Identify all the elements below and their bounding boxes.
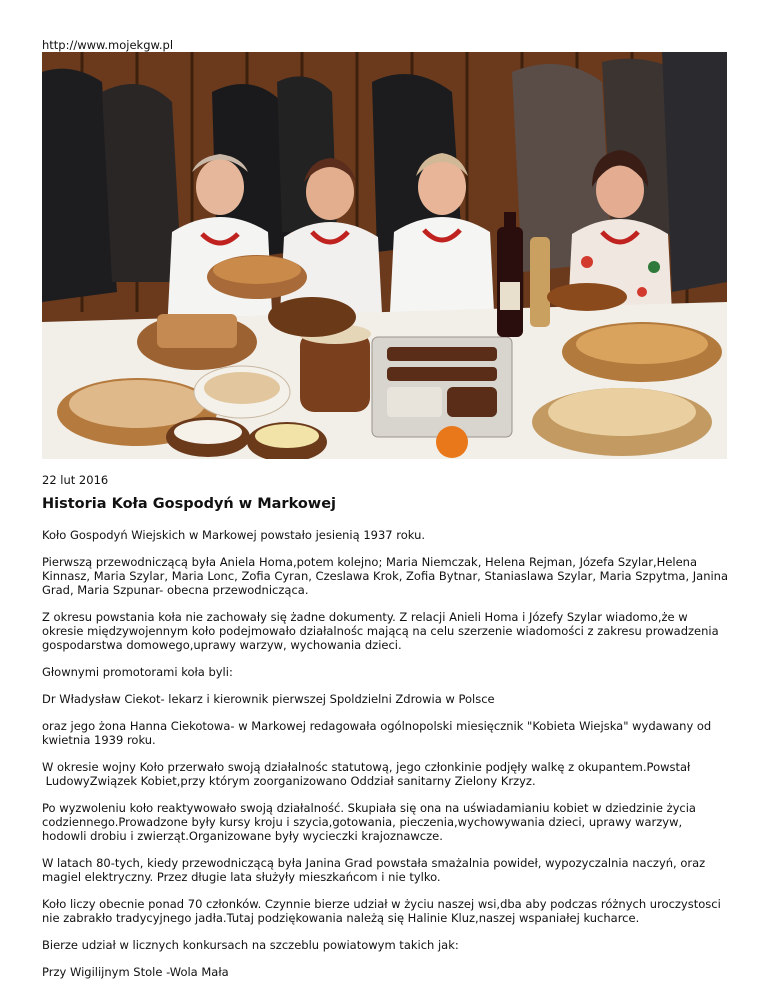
post-date: 22 lut 2016 xyxy=(42,473,109,487)
source-url: http://www.mojekgw.pl xyxy=(42,38,174,52)
article-body xyxy=(42,528,732,992)
paragraph: Głownymi promotorami koła byli: xyxy=(42,665,233,679)
paragraph: Koło Gospodyń Wiejskich w Markowej powstało jesienią 1937 roku. xyxy=(42,528,426,542)
paragraph: Koło liczy obecnie ponad 70 członków. Czynnie bierze udział w życiu naszej wsi,dba aby podczas różnych uroczystosci nie zabrakło tradycyjnego jadła.Tutaj podziękowania należą się Halinie Kluz,naszej wspaniałej kucharce. xyxy=(42,897,725,925)
paragraph: Z okresu powstania koła nie zachowały się żadne dokumenty. Z relacji Anieli Homa i Józefy Szylar wiadomo,że w okresie międzywojennym koło podejmowało działalnośc mającą na celu szerzenie wiadomości z zakresu prowadzenia gospodarstwa domowego,uprawy warzyw, wychowania dzieci. xyxy=(42,610,723,652)
paragraph: W latach 80-tych, kiedy przewodniczącą była Janina Grad powstała smażalnia powideł, wypozyczalnia naczyń, oraz magiel elektryczny. Przez długie lata służyły mieszkańcom i nie tylko. xyxy=(42,856,709,884)
paragraph: Po wyzwoleniu koło reaktywowało swoją działalność. Skupiała się ona na uświadamianiu kobiet w dziedzinie życia codziennego.Prowadzone były kursy kroju i szycia,gotowania, pieczenia,wychowywania dzieci, uprawy warzyw, hodowli drobiu i zwierząt.Organizowane były wycieczki krajoznawcze. xyxy=(42,801,700,843)
paragraph: Bierze udział w licznych konkursach na szczeblu powiatowym takich jak: xyxy=(42,938,459,952)
paragraph: W okresie wojny Koło przerwało swoją działalnośc statutową, jego członkinie podjęły walkę z okupantem.Powstał LudowyZwiązek Kobiet,przy którym zoorganizowano Oddział sanitarny Zielony Krzyz. xyxy=(42,760,691,788)
paragraph: Pierwszą przewodniczącą była Aniela Homa,potem kolejno; Maria Niemczak, Helena Rejman, Józefa Szylar,Helena Kinnasz, Maria Szylar, Maria Lonc, Zofia Cyran, Czeslawa Krok, Zofia Bytnar, Staniaslawa Szylar, Maria Szpytma, Janina Grad, Maria Szpunar- obecna przewodnicząca. xyxy=(42,555,732,597)
photo-women-at-food-table xyxy=(42,52,727,459)
paragraph: oraz jego żona Hanna Ciekotowa- w Markowej redagowała ogólnopolski miesięcznik "Kobieta Wiejska" wydawany od kwietnia 1939 roku. xyxy=(42,719,715,747)
paragraph: Przy Wigilijnym Stole -Wola Mała xyxy=(42,965,229,979)
paragraph: Dr Władysław Ciekot- lekarz i kierownik pierwszej Spoldzielni Zdrowia w Polsce xyxy=(42,692,495,706)
page-title: Historia Koła Gospodyń w Markowej xyxy=(42,496,337,512)
